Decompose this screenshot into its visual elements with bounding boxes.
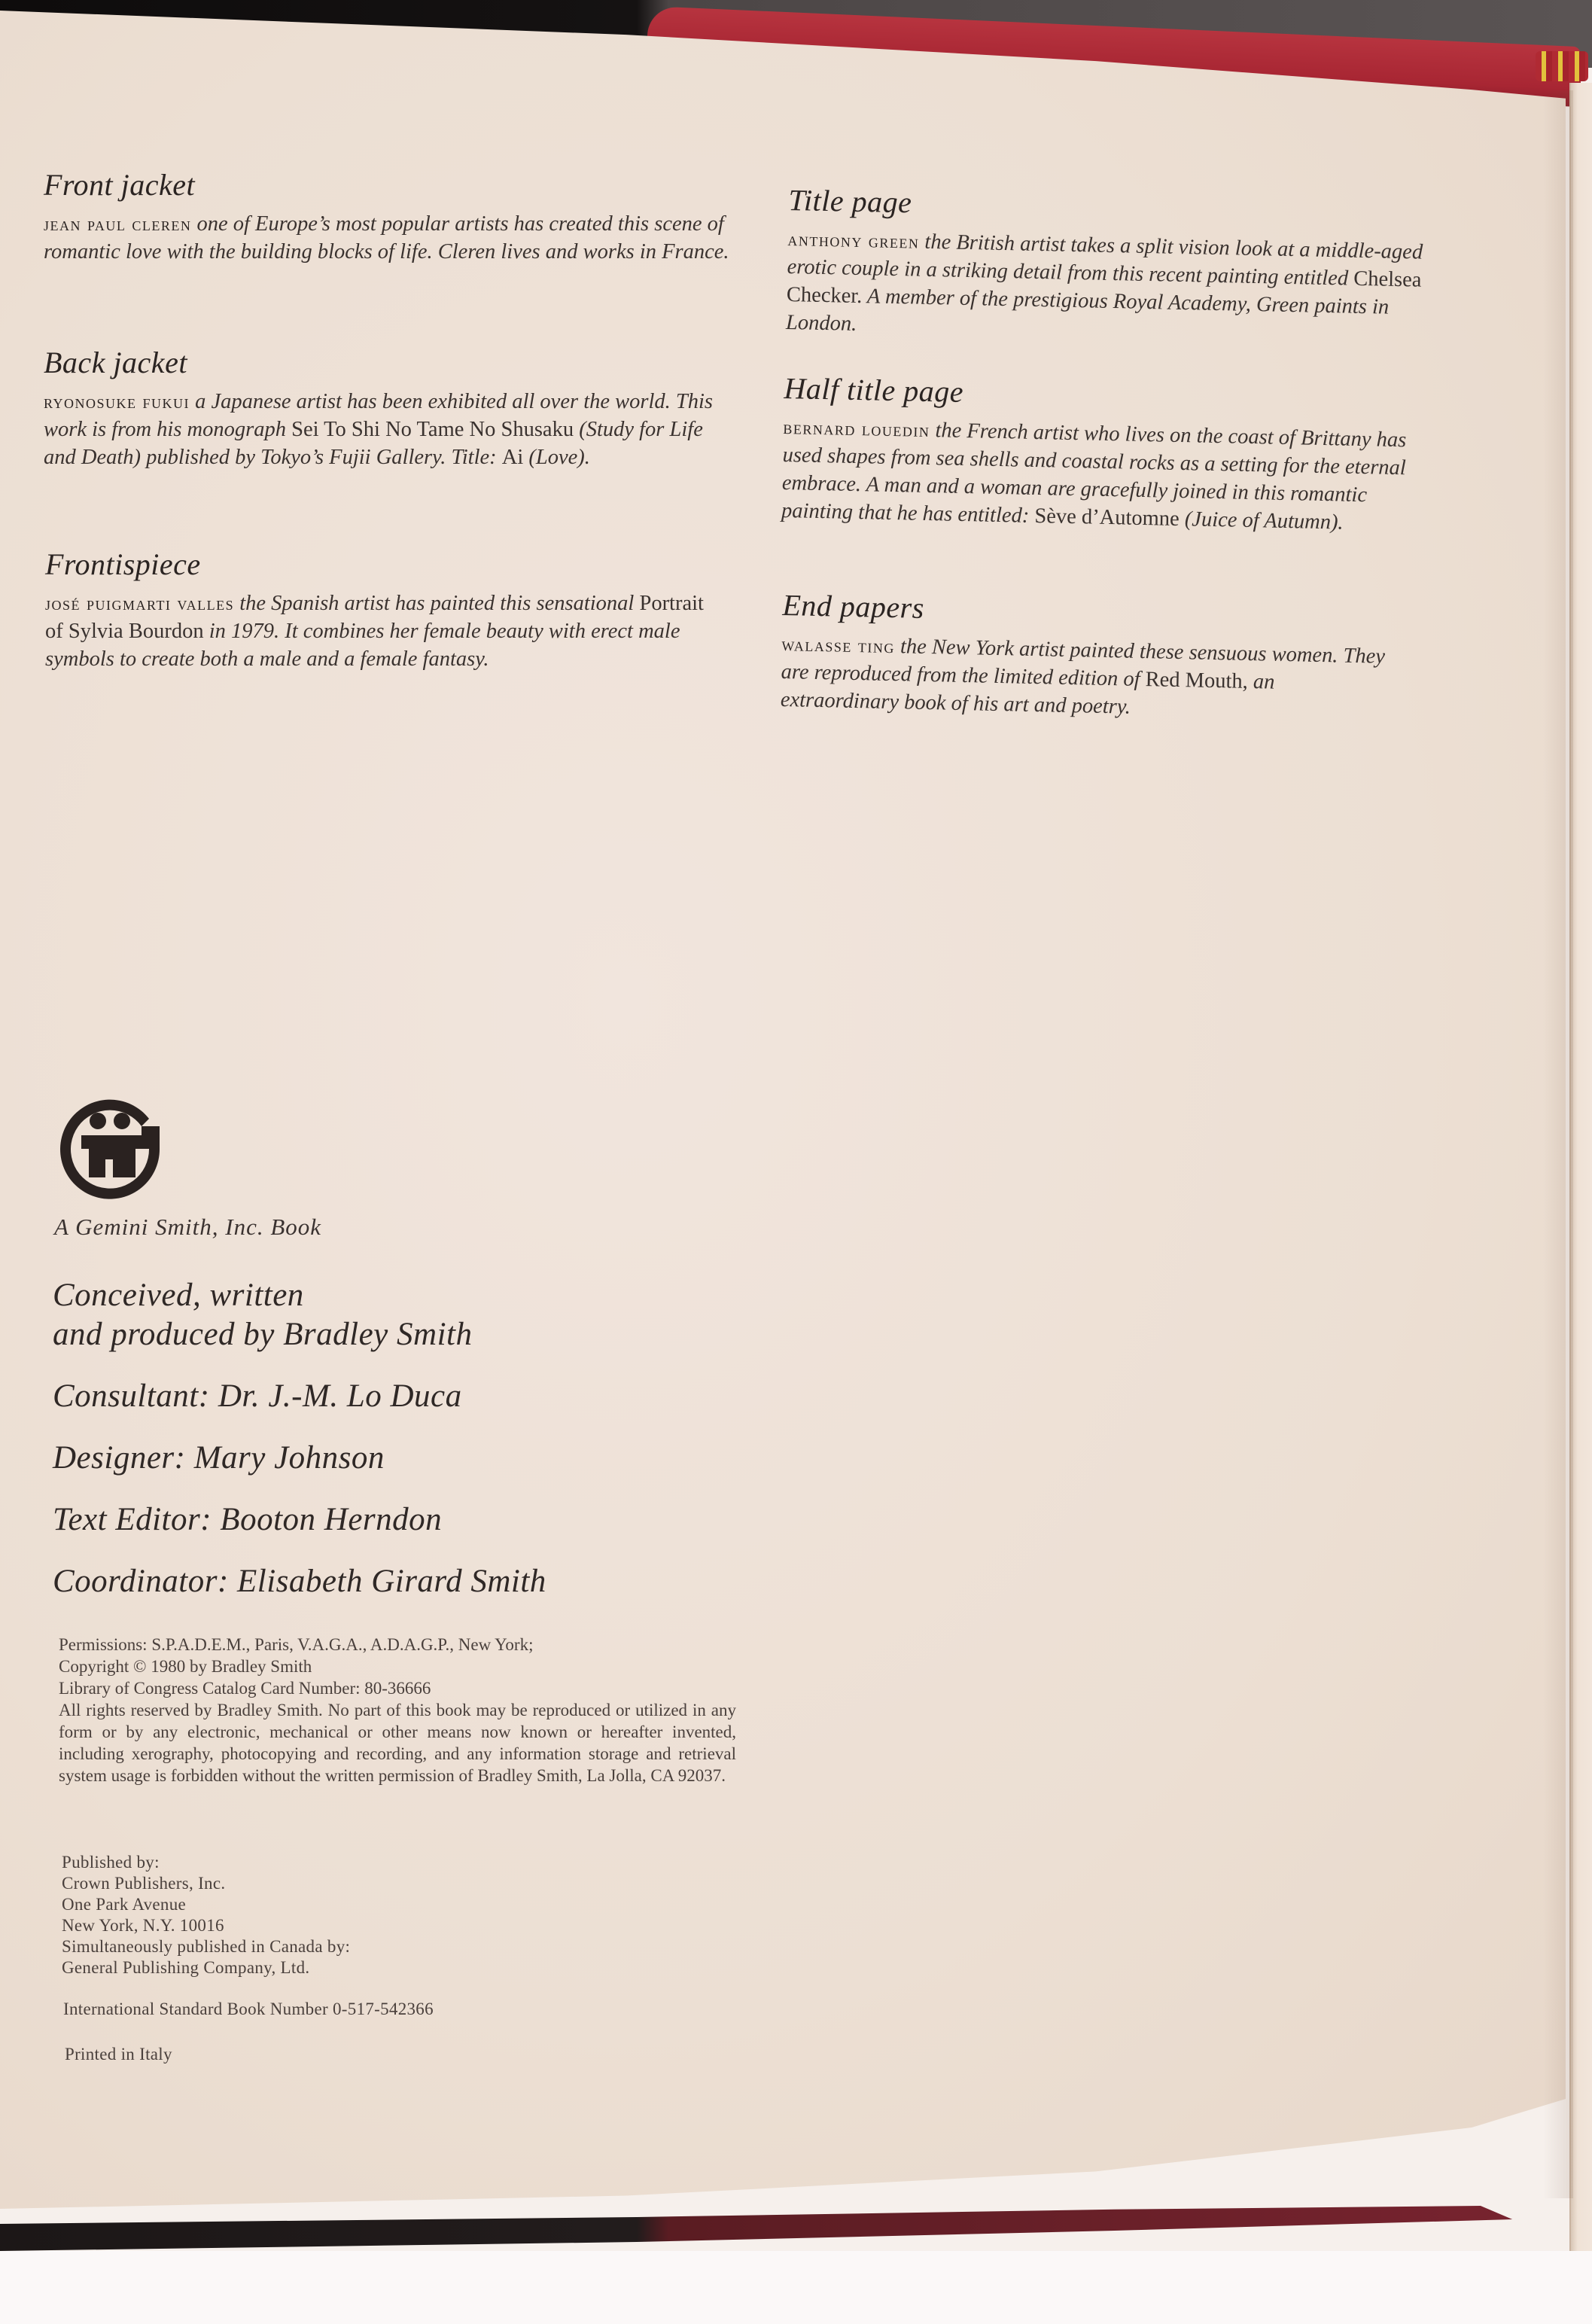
artist-name: walasse ting [781,632,896,658]
lccn-text: Library of Congress Catalog Card Number: 80-36666 [59,1679,431,1698]
isbn-text: International Standard Book Number 0-517-542366 [63,2000,434,2018]
entry-text: the French artist who lives on the coast of Brittany has used shapes from sea shells and coastal rocks as a setting for the eternal embrace. A man and a woman are gracefully joined in this romantic painting that he has entitled: [781,419,1407,528]
artist-name: anthony green [787,227,920,253]
copyright-text: Copyright © 1980 by Bradley Smith [59,1657,312,1676]
credits-block [53,1276,546,1601]
artwork-title: Portrait of Sylvia Bourdon [45,592,704,643]
entry-text: (Juice of Autumn). [1184,507,1344,535]
artwork-title: Chelsea Checker. [786,267,1422,309]
imprint-label: A Gemini Smith, Inc. Book [54,1214,322,1240]
artwork-title: Red Mouth, [1145,668,1249,693]
artist-name: ryonosuke fukui [44,391,190,413]
credit-designer: Designer: Mary Johnson [53,1440,385,1476]
entry-heading: Half title page [784,370,964,409]
gemini-smith-logo-icon [53,1087,167,1202]
artwork-title: Sève d’Automne [1034,504,1180,532]
entry-text: in 1979. It combines her female beauty with erect male symbols to create both a male and a female fantasy. [45,620,680,671]
permissions-text: Permissions: S.P.A.D.E.M., Paris, V.A.G.A., A.D.A.G.P., New York; [59,1635,534,1654]
credit-coordinator: Coordinator: Elisabeth Girard Smith [53,1564,546,1599]
entry-text: A member of the prestigious Royal Academy, Green paints in London. [785,285,1390,336]
entry-text: the New York artist painted these sensuous women. They are reproduced from the limited edition of [781,635,1386,691]
entry-half-title-page [781,370,1417,538]
table-surface [0,2251,1592,2324]
entry-text: an extraordinary book of his art and poetry. [780,670,1275,719]
entry-heading: Title page [788,182,912,220]
entry-text: the Spanish artist has painted this sensational [239,592,635,615]
entry-body [44,388,721,471]
entry-frontispiece [45,547,726,673]
credit-line: and produced by Bradley Smith [53,1317,473,1352]
publisher-label: Published by: [62,1853,160,1872]
credit-editor: Text Editor: Booton Herndon [53,1502,443,1537]
publisher-address: One Park Avenue [62,1895,187,1914]
entry-front-jacket [44,167,736,266]
book-cover-edge-bottom [0,2206,1592,2251]
canada-publisher: General Publishing Company, Ltd. [62,1958,310,1977]
publisher-name: Crown Publishers, Inc. [62,1874,226,1893]
entry-text: (Love). [528,446,590,469]
artist-name: josé puigmarti valles [45,592,235,614]
entry-body [781,413,1416,538]
entry-heading: End papers [782,587,925,625]
artwork-title: Ai [501,446,524,469]
artist-name: bernard louedin [783,416,930,442]
credit-consultant: Consultant: Dr. J.-M. Lo Duca [53,1378,462,1414]
entry-heading: Back jacket [44,346,187,379]
entry-title-page [786,182,1436,350]
entry-back-jacket [44,345,721,471]
rights-text: All rights reserved by Bradley Smith. No part of this book may be reproduced or utilized in any form or by any electronic, mechanical or other means now known or hereafter invented, including xerography, photocopying and recording, and any information storage and retrieval system usage is forbidden without the written permission of Bradley Smith, La Jolla, CA 92037. [59,1701,736,1785]
entry-heading: Front jacket [44,168,196,202]
publisher-address: New York, N.Y. 10016 [62,1916,224,1935]
entry-body [45,589,726,673]
artwork-title: Sei To Shi No Tame No Shusaku [291,418,574,441]
printed-in-text: Printed in Italy [65,2045,172,2064]
legal-block [59,1634,736,1786]
entry-text: a Japanese artist has been exhibited all over the world. This work is from his monograph [44,390,714,441]
publisher-block [62,1852,350,1978]
artist-name: jean paul cleren [44,213,192,235]
entry-end-papers [780,587,1399,726]
book-headband [1536,51,1588,81]
entry-text: (Study for Life and Death) published by Tokyo’s Fujii Gallery. Title: [44,418,703,469]
page-gutter-shadow [1543,90,1573,2198]
entry-text: the British artist takes a split vision look at a middle-aged erotic couple in a striking detail from this recent painting entitled [787,230,1423,291]
entry-body [780,630,1399,726]
entry-heading: Frontispiece [45,547,201,581]
credit-line: Conceived, written [53,1278,304,1313]
entry-body [786,225,1435,350]
entry-text: one of Europe’s most popular artists has created this scene of romantic love with the building blocks of life. Cleren lives and works in France. [44,212,729,263]
entry-body [44,210,736,266]
canada-label: Simultaneously published in Canada by: [62,1937,351,1956]
